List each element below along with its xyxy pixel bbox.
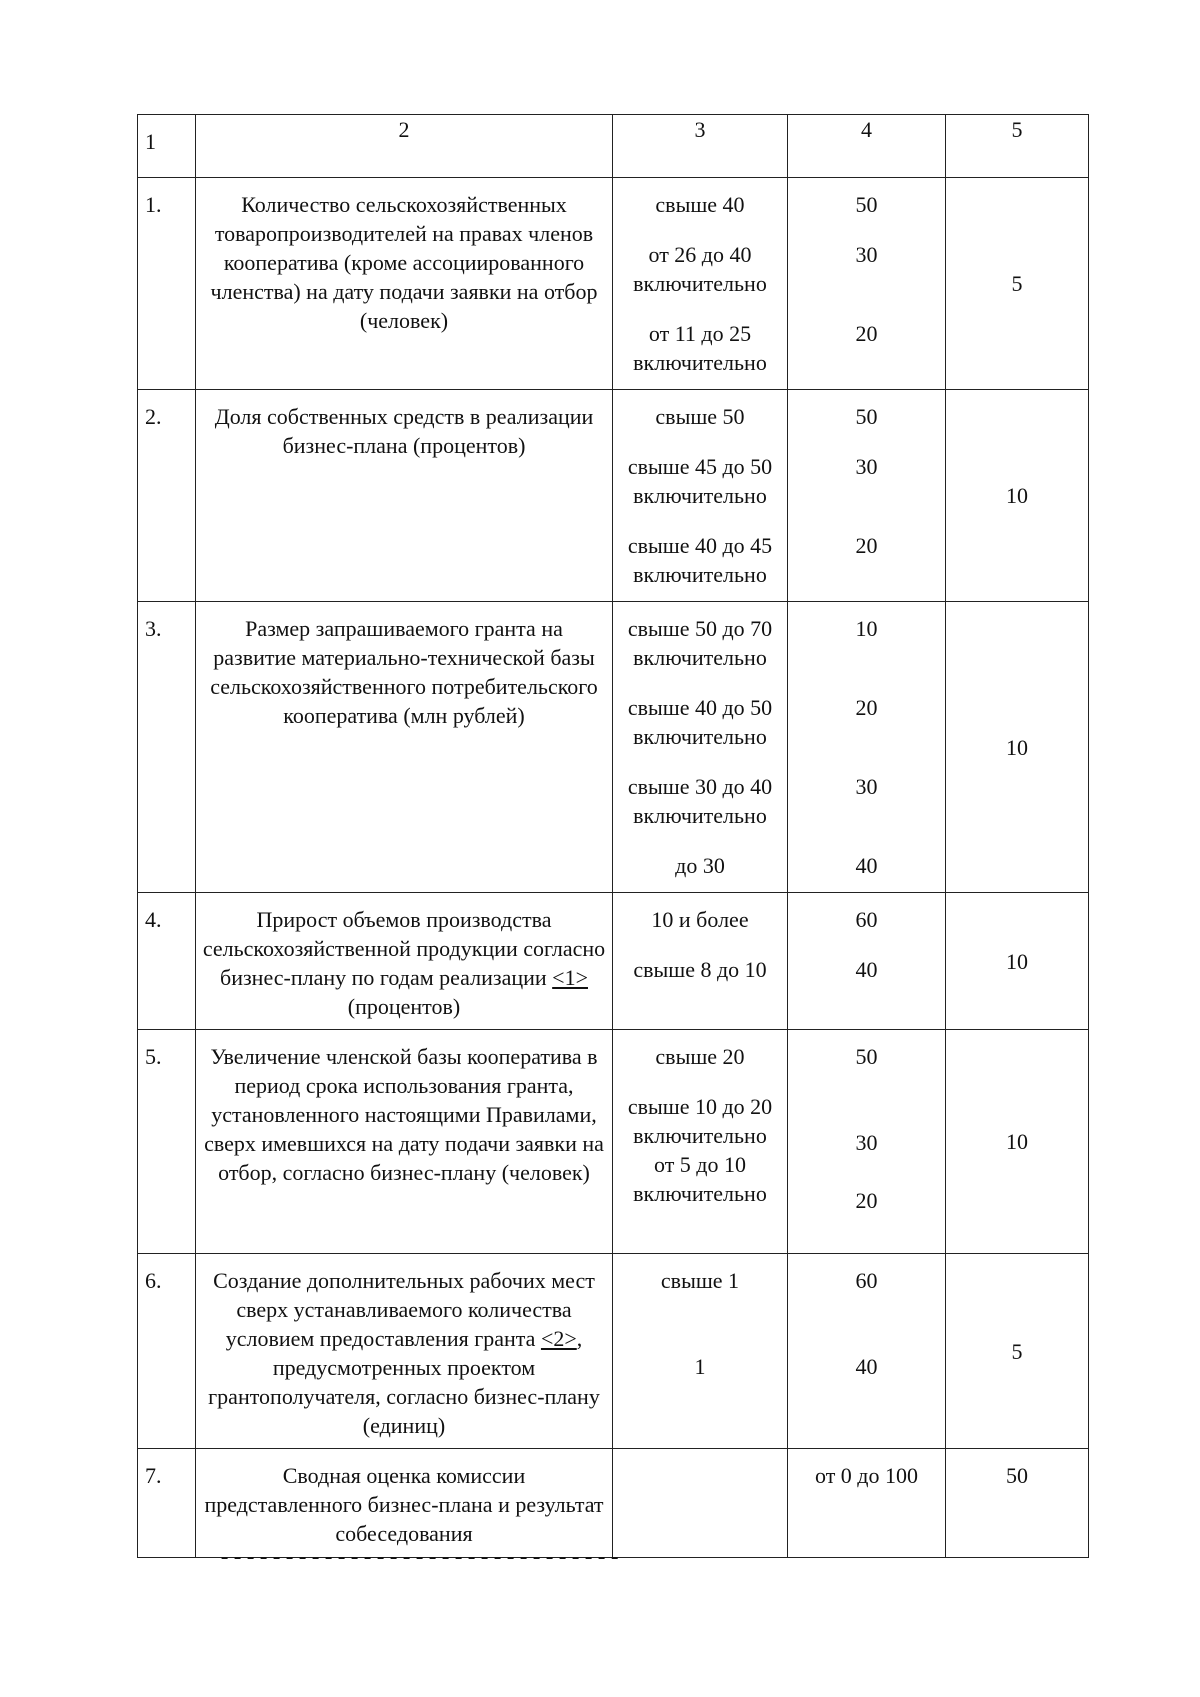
points-value: 30 — [855, 454, 878, 479]
points-value: 50 — [855, 1044, 878, 1069]
criterion-value: свыше 50 — [655, 404, 745, 429]
points-value: 20 — [855, 695, 878, 720]
footnote-ref-link[interactable]: <2> — [540, 1326, 577, 1351]
criterion-name: Сводная оценка комиссии представленного бизнес-плана и результат собеседования — [196, 1449, 613, 1558]
table-row — [138, 602, 1089, 893]
criterion-weight: 10 — [946, 1030, 1089, 1254]
criterion-value: свыше 30 до 40 включительно — [627, 774, 773, 828]
criterion-points — [788, 1449, 946, 1558]
points-value: 20 — [855, 1188, 878, 1213]
criterion-points — [788, 390, 946, 602]
criterion-values — [613, 1030, 788, 1254]
footnote-separator: ------------------------------- — [218, 1546, 622, 1571]
column-number-1: 1 — [138, 115, 196, 178]
column-number-5: 5 — [946, 115, 1089, 178]
criterion-value: свыше 10 до 20 включительно — [627, 1094, 773, 1148]
criterion-points — [788, 602, 946, 893]
criterion-value: свыше 40 — [655, 192, 745, 217]
column-number-2: 2 — [196, 115, 613, 178]
criterion-value: свыше 40 до 45 включительно — [627, 533, 773, 587]
criterion-name — [196, 1254, 613, 1449]
criterion-value: от 11 до 25 включительно — [633, 321, 767, 375]
criterion-value: свыше 1 — [660, 1268, 740, 1293]
row-number: 2. — [138, 390, 196, 602]
criterion-values — [613, 1449, 788, 1558]
table-header-row — [138, 115, 1089, 178]
criterion-value: свыше 20 — [655, 1044, 745, 1069]
criterion-weight: 50 — [946, 1449, 1089, 1558]
points-value: 30 — [855, 1130, 878, 1155]
points-value: 30 — [855, 774, 878, 799]
row-number: 5. — [138, 1030, 196, 1254]
criterion-value: 1 — [694, 1354, 706, 1379]
criterion-name: Доля собственных средств в реализации бизнес-плана (процентов) — [196, 390, 613, 602]
points-value: 30 — [855, 242, 878, 267]
criterion-name — [196, 893, 613, 1030]
criterion-values — [613, 602, 788, 893]
table-row — [138, 178, 1089, 390]
points-value: 40 — [855, 853, 878, 878]
criterion-points — [788, 1030, 946, 1254]
criterion-name: Размер запрашиваемого гранта на развитие материально-технической базы сельскохозяйственного потребительского кооператива (млн рублей) — [196, 602, 613, 893]
criterion-value: свыше 45 до 50 включительно — [627, 454, 773, 508]
table-row — [138, 1449, 1089, 1558]
points-value: 50 — [855, 404, 878, 429]
row-number: 3. — [138, 602, 196, 893]
criterion-value: свыше 40 до 50 включительно — [627, 695, 773, 749]
criterion-name-text: Прирост объемов производства сельскохозяйственной продукции согласно бизнес-плану по годам реализации — [202, 907, 606, 990]
criterion-name: Увеличение членской базы кооператива в период срока использования гранта, установленного настоящими Правилами, сверх имевшихся на дату подачи заявки на отбор, согласно бизнес-плану (человек) — [196, 1030, 613, 1254]
criterion-points — [788, 893, 946, 1030]
points-value: 20 — [855, 533, 878, 558]
footnote-ref-link[interactable]: <1> — [552, 965, 588, 990]
criterion-value: от 5 до 10 включительно — [633, 1152, 767, 1206]
criterion-weight: 10 — [946, 602, 1089, 893]
criterion-points — [788, 178, 946, 390]
criterion-name-text: (процентов) — [347, 994, 461, 1019]
criterion-value: свыше 8 до 10 — [633, 957, 767, 982]
table-row — [138, 893, 1089, 1030]
points-value: 40 — [855, 957, 878, 982]
table-row — [138, 1254, 1089, 1449]
criterion-values — [613, 1254, 788, 1449]
column-number-3: 3 — [613, 115, 788, 178]
criterion-weight: 10 — [946, 893, 1089, 1030]
criterion-name: Количество сельскохозяйственных товаропроизводителей на правах членов кооператива (кроме ассоциированного членства) на дату подачи заявки на отбор (человек) — [196, 178, 613, 390]
criterion-values — [613, 178, 788, 390]
table-row — [138, 1030, 1089, 1254]
criterion-values — [613, 893, 788, 1030]
criterion-name-text: , предусмотренных проектом грантополучателя, согласно бизнес-плану (единиц) — [208, 1326, 600, 1438]
points-value: 10 — [855, 616, 878, 641]
criterion-value: 10 и более — [651, 907, 749, 932]
row-number: 6. — [138, 1254, 196, 1449]
criterion-weight: 5 — [946, 1254, 1089, 1449]
criteria-table — [137, 114, 1089, 1558]
criterion-value: от 26 до 40 включительно — [633, 242, 767, 296]
row-number: 4. — [138, 893, 196, 1030]
points-value: 60 — [855, 1268, 878, 1293]
row-number: 1. — [138, 178, 196, 390]
points-value: 20 — [855, 321, 878, 346]
criterion-value: свыше 50 до 70 включительно — [627, 616, 773, 670]
criterion-weight: 10 — [946, 390, 1089, 602]
criterion-values — [613, 390, 788, 602]
points-value: от 0 до 100 — [814, 1463, 919, 1488]
table-row — [138, 390, 1089, 602]
criterion-value: до 30 — [675, 853, 725, 878]
points-value: 50 — [855, 192, 878, 217]
criterion-points — [788, 1254, 946, 1449]
row-number: 7. — [138, 1449, 196, 1558]
criterion-weight: 5 — [946, 178, 1089, 390]
column-number-4: 4 — [788, 115, 946, 178]
points-value: 60 — [855, 907, 878, 932]
points-value: 40 — [855, 1354, 878, 1379]
criterion-name-text: Создание дополнительных рабочих мест сверх устанавливаемого количества условием предоставления гранта — [213, 1268, 595, 1351]
